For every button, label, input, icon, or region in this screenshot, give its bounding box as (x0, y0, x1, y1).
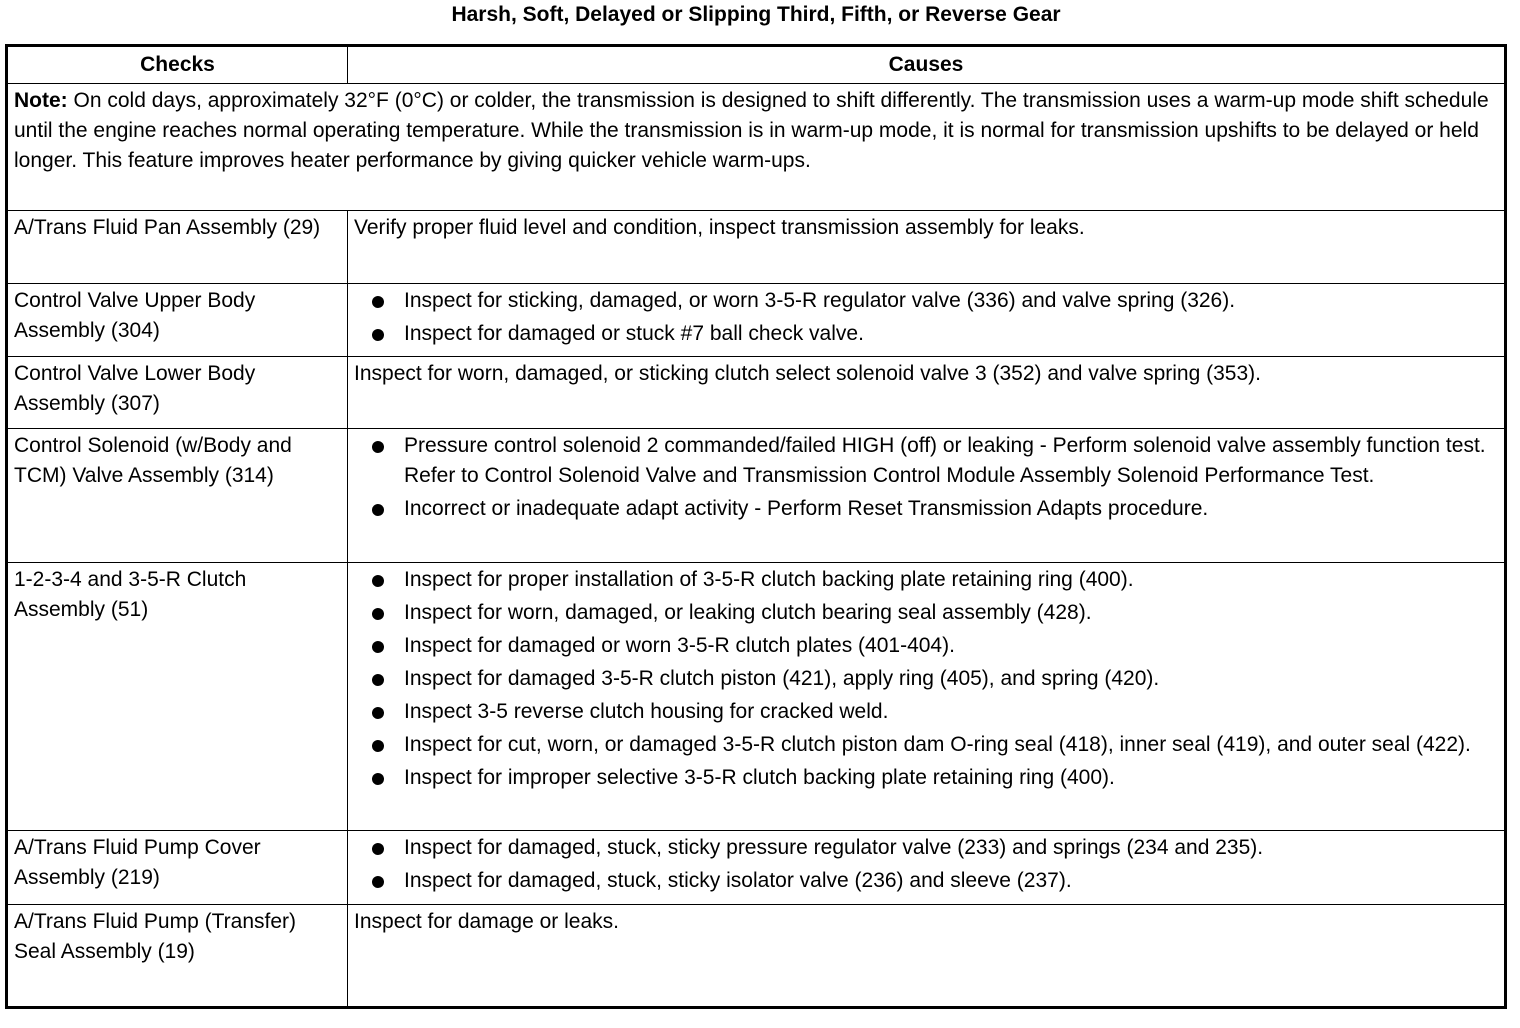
table-row (7, 905, 1506, 1008)
note-cell (7, 84, 1506, 211)
cause-list-item (354, 631, 1498, 661)
cause-list (354, 565, 1498, 793)
checks-header: Checks (7, 46, 348, 84)
cause-cell: Verify proper fluid level and condition, inspect transmission assembly for leaks. (348, 211, 1506, 284)
cause-text: Inspect for damaged 3-5-R clutch piston (421), apply ring (405), and spring (420). (404, 667, 1160, 690)
causes-header: Causes (348, 46, 1506, 84)
cause-list (354, 833, 1498, 896)
cause-list-item (354, 763, 1498, 793)
cause-list-item (354, 319, 1498, 349)
cause-text: Inspect for damaged, stuck, sticky pressure regulator valve (233) and springs (234 and 235). (404, 836, 1264, 859)
cause-list (354, 286, 1498, 349)
cause-text: Inspect for damaged or stuck #7 ball check valve. (404, 322, 864, 345)
cause-cell (348, 284, 1506, 357)
cause-cell (348, 831, 1506, 905)
bullet-icon (372, 740, 384, 752)
table-row (7, 357, 1506, 429)
cause-list-item (354, 730, 1498, 760)
cause-text: Inspect for damaged or worn 3-5-R clutch plates (401-404). (404, 634, 955, 657)
cause-cell (348, 563, 1506, 831)
bullet-icon (372, 608, 384, 620)
cause-text: Inspect for damaged, stuck, sticky isolator valve (236) and sleeve (237). (404, 869, 1072, 892)
cause-text: Inspect for proper installation of 3-5-R clutch backing plate retaining ring (400). (404, 568, 1134, 591)
cause-list-item (354, 598, 1498, 628)
cause-text: Incorrect or inadequate adapt activity - Perform Reset Transmission Adapts procedure. (404, 497, 1209, 520)
check-cell: A/Trans Fluid Pan Assembly (29) (7, 211, 348, 284)
cause-list-item (354, 833, 1498, 863)
cause-text: Inspect 3-5 reverse clutch housing for cracked weld. (404, 700, 889, 723)
table-row (7, 284, 1506, 357)
table-row (7, 211, 1506, 284)
cause-list-item (354, 494, 1498, 524)
bullet-icon (372, 575, 384, 587)
bullet-icon (372, 641, 384, 653)
cause-list (354, 431, 1498, 524)
bullet-icon (372, 329, 384, 341)
cause-cell (348, 429, 1506, 563)
check-cell: Control Solenoid (w/Body and TCM) Valve Assembly (314) (7, 429, 348, 563)
page-title: Harsh, Soft, Delayed or Slipping Third, Fifth, or Reverse Gear (451, 3, 1061, 26)
check-cell: A/Trans Fluid Pump (Transfer) Seal Assembly (19) (7, 905, 348, 1008)
note-text: On cold days, approximately 32°F (0°C) or colder, the transmission is designed to shift differently. The transmission uses a warm-up mode shift schedule until the engine reaches normal operating temperature. While the transmission is in warm-up mode, it is normal for transmission upshifts to be delayed or held longer. This feature improves heater performance by giving quicker vehicle warm-ups. (14, 89, 1489, 172)
bullet-icon (372, 674, 384, 686)
note-label: Note: (14, 89, 68, 112)
table-row (7, 429, 1506, 563)
check-cell: Control Valve Lower Body Assembly (307) (7, 357, 348, 429)
bullet-icon (372, 843, 384, 855)
bullet-icon (372, 707, 384, 719)
cause-list-item (354, 866, 1498, 896)
cause-text: Inspect for worn, damaged, or leaking clutch bearing seal assembly (428). (404, 601, 1092, 624)
check-cell: Control Valve Upper Body Assembly (304) (7, 284, 348, 357)
bullet-icon (372, 504, 384, 516)
cause-text: Inspect for sticking, damaged, or worn 3-5-R regulator valve (336) and valve spring (326). (404, 289, 1236, 312)
check-cell: 1-2-3-4 and 3-5-R Clutch Assembly (51) (7, 563, 348, 831)
cause-cell: Inspect for damage or leaks. (348, 905, 1506, 1008)
bullet-icon (372, 441, 384, 453)
cause-list-item (354, 565, 1498, 595)
note-row (7, 84, 1506, 211)
diagnosis-table (5, 44, 1507, 1009)
table-row (7, 563, 1506, 831)
bullet-icon (372, 773, 384, 785)
cause-text: Pressure control solenoid 2 commanded/failed HIGH (off) or leaking - Perform solenoid valve assembly function test. Refer to Control Solenoid Valve and Transmission Control Module Assembly Solenoid Performance Test. (404, 434, 1486, 487)
bullet-icon (372, 296, 384, 308)
cause-cell: Inspect for worn, damaged, or sticking clutch select solenoid valve 3 (352) and valve spring (353). (348, 357, 1506, 429)
table-row (7, 831, 1506, 905)
check-cell: A/Trans Fluid Pump Cover Assembly (219) (7, 831, 348, 905)
cause-list-item (354, 286, 1498, 316)
cause-list-item (354, 697, 1498, 727)
cause-text: Inspect for cut, worn, or damaged 3-5-R clutch piston dam O-ring seal (418), inner seal (419), and outer seal (422). (404, 733, 1471, 756)
cause-text: Inspect for improper selective 3-5-R clutch backing plate retaining ring (400). (404, 766, 1115, 789)
table-header-row (7, 46, 1506, 84)
cause-list-item (354, 431, 1498, 491)
bullet-icon (372, 876, 384, 888)
cause-list-item (354, 664, 1498, 694)
